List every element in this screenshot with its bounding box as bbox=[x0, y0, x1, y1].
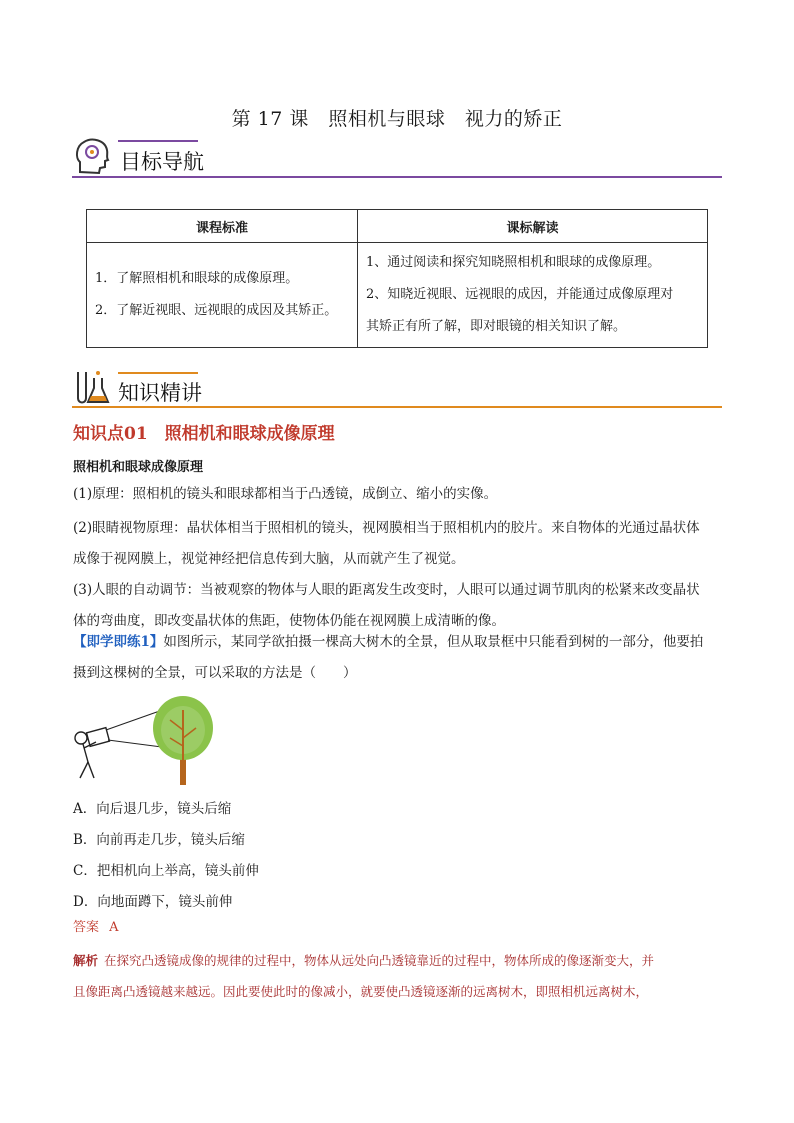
standard-item: 1．了解照相机和眼球的成像原理。 bbox=[95, 271, 299, 286]
practice-question bbox=[73, 627, 723, 689]
interpretation-line: 2、知晓近视眼、远视眼的成因，并能通过成像原理对 bbox=[366, 287, 674, 302]
question-line: 摄到这棵树的全景，可以采取的方法是（ ） bbox=[73, 665, 357, 681]
interpretation-line: 其矫正有所了解，即对眼镜的相关知识了解。 bbox=[366, 319, 627, 334]
table-cell-interpretation bbox=[358, 243, 708, 348]
goal-table bbox=[86, 209, 708, 348]
option-b: B．向前再走几步，镜头后缩 bbox=[73, 832, 245, 848]
page-title: 第 17 课 照相机与眼球 视力的矫正 bbox=[231, 108, 563, 130]
interpretation-line: 1、通过阅读和探究知晓照相机和眼球的成像原理。 bbox=[366, 255, 661, 270]
knowledge-section-topline bbox=[118, 372, 198, 374]
analysis-line bbox=[73, 945, 733, 976]
analysis-text: 在探究凸透镜成像的规律的过程中，物体从远处向凸透镜靠近的过程中，物体所成的像逐渐变大，并 bbox=[104, 953, 655, 968]
analysis-line: 且像距离凸透镜越来越远。因此要使此时的像减小，就要使凸透镜逐渐的远离树木，即照相机远离树木， bbox=[73, 984, 649, 999]
option-c: C．把相机向上举高，镜头前伸 bbox=[73, 863, 259, 879]
option-list bbox=[73, 794, 723, 918]
subheading: 照相机和眼球成像原理 bbox=[73, 460, 204, 475]
knowledge-section-divider bbox=[72, 406, 722, 408]
paragraph-line: (3)人眼的自动调节：当被观察的物体与人眼的距离发生改变时，人眼可以通过调节肌肉的松紧来改变晶状 bbox=[73, 582, 700, 598]
paragraph-line: (2)眼睛视物原理：晶状体相当于照相机的镜头，视网膜相当于照相机内的胶片。来自物体的光通过晶状体 bbox=[73, 520, 700, 536]
paragraph-line: 成像于视网膜上，视觉神经把信息传到大脑，从而就产生了视觉。 bbox=[73, 551, 465, 567]
knowledge-section-heading: 知识精讲 bbox=[118, 381, 202, 405]
brain-icon bbox=[72, 136, 114, 178]
paragraph-line: 体的弯曲度，即改变晶状体的焦距，使物体仍能在视网膜上成清晰的像。 bbox=[73, 613, 505, 629]
analysis-label: 解析 bbox=[73, 953, 99, 968]
answer-value: A bbox=[109, 920, 119, 935]
option-a: A．向后退几步，镜头后缩 bbox=[73, 801, 232, 817]
answer bbox=[73, 916, 119, 935]
question-line bbox=[73, 627, 723, 658]
goal-section-heading: 目标导航 bbox=[120, 150, 204, 174]
goal-section-topline bbox=[118, 140, 198, 142]
option-d: D．向地面蹲下，镜头前伸 bbox=[73, 894, 233, 910]
camera-tree-figure bbox=[70, 690, 240, 790]
standard-item: 2．了解近视眼、远视眼的成因及其矫正。 bbox=[95, 303, 338, 318]
table-header-interpretation: 课标解读 bbox=[358, 210, 708, 243]
paragraph-line: (1)原理：照相机的镜头和眼球都相当于凸透镜，成倒立、缩小的实像。 bbox=[73, 486, 498, 502]
table-header-standard: 课程标准 bbox=[87, 210, 358, 243]
practice-tag: 【即学即练1】 bbox=[73, 634, 164, 650]
analysis bbox=[73, 945, 733, 1007]
table-cell-standard bbox=[87, 243, 358, 348]
answer-label: 答案 bbox=[73, 920, 100, 935]
paragraph-block bbox=[73, 479, 723, 637]
knowledge-point-title: 知识点01 照相机和眼球成像原理 bbox=[73, 424, 335, 444]
question-text: 如图所示，某同学欲拍摄一棵高大树木的全景，但从取景框中只能看到树的一部分，他要拍 bbox=[163, 634, 704, 650]
flask-icon bbox=[72, 368, 114, 408]
goal-section-divider bbox=[72, 176, 722, 178]
